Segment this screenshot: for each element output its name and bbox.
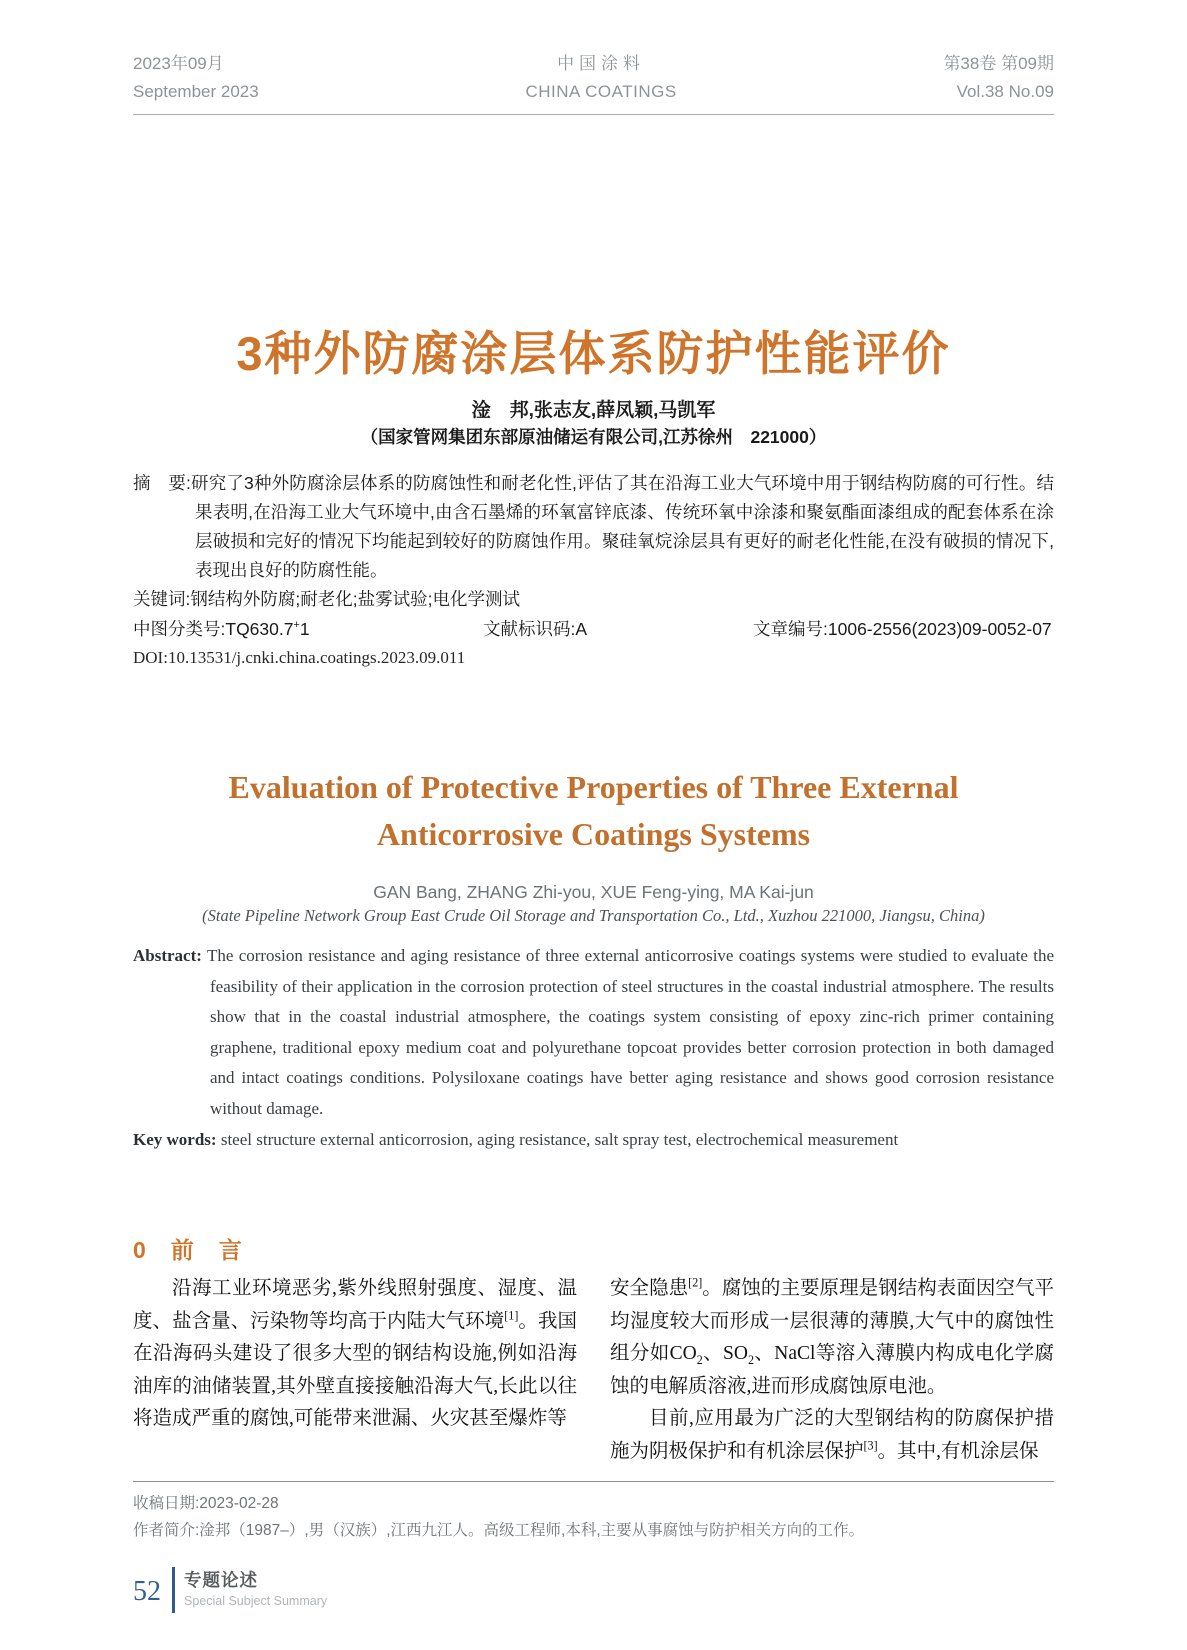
doi: DOI:10.13531/j.cnki.china.coatings.2023.09.011 xyxy=(133,648,466,667)
body-columns xyxy=(133,1235,1054,1468)
page-number: 52 xyxy=(133,1576,161,1607)
footer-column-en: Special Subject Summary xyxy=(184,1594,328,1608)
author-bio: 作者简介:淦邦（1987–）,男（汉族）,江西九江人。高级工程师,本科,主要从事腐蚀与防护相关方向的工作。 xyxy=(133,1522,865,1539)
affiliation-en: (State Pipeline Network Group East Crude Oil Storage and Transportation Co., Ltd., Xuzhou 221000, Jiangsu, China) xyxy=(202,906,985,925)
clc-number: 中图分类号:TQ630.7+1 xyxy=(133,619,310,639)
journal-name xyxy=(525,50,676,106)
body-paragraph: 安全隐患[2]。腐蚀的主要原理是钢结构表面因空气平均湿度较大而形成一层很薄的薄膜,大气中的腐蚀性组分如$CO_2$、$SO_2$、NaCl等溶入薄膜内构成电化学腐蚀的电解质溶液,进而形成腐蚀原电池。 xyxy=(610,1275,1054,1397)
keywords-en-label: Key words: xyxy=(133,1130,217,1149)
footer-column-title xyxy=(175,1567,327,1613)
footnotes xyxy=(133,1490,1054,1544)
journal-name-cn: 中国涂料 xyxy=(557,54,646,73)
article-title-en xyxy=(133,764,1054,858)
journal-date-cn: 2023年09月 xyxy=(133,54,224,73)
section-heading-0: 0 前 言 xyxy=(133,1237,243,1263)
abstract-en xyxy=(133,941,1054,1124)
abstract-cn xyxy=(133,469,1054,585)
received-date: 收稿日期:2023-02-28 xyxy=(133,1495,279,1512)
article-id: 文章编号:1006-2556(2023)09-0052-07 xyxy=(753,619,1052,639)
footnote-divider xyxy=(133,1481,1054,1482)
document-code: 文献标识码:A xyxy=(483,619,588,639)
abstract-cn-text: 研究了3种外防腐涂层体系的防腐蚀性和耐老化性,评估了其在沿海工业大气环境中用于钢结构防腐的可行性。结果表明,在沿海工业大气环境中,由含石墨烯的环氧富锌底漆、传统环氧中涂漆和聚氨酯面漆组成的配套体系在涂层破损和完好的情况下均能起到较好的防腐蚀作用。聚硅氧烷涂层具有更好的耐老化性能,在没有破损的情况下,表现出良好的防腐性能。 xyxy=(190,473,1054,580)
keywords-cn xyxy=(133,585,1054,614)
abstract-en-text: The corrosion resistance and aging resistance of three external anticorrosive coatings systems were studied to evaluate the feasibility of their application in the corrosion protection of steel structures in the coastal industrial atmosphere. The results show that in the coastal industrial atmosphere, the coatings system consisting of epoxy zinc-rich primer containing graphene, traditional epoxy medium coat and polyurethane topcoat provides better corrosion protection in both damaged and intact coatings conditions. Polysiloxane coatings have better aging resistance and shows good corrosion resistance without damage. xyxy=(201,946,1054,1118)
keywords-en-text: steel structure external anticorrosion, aging resistance, salt spray test, electrochemical measurement xyxy=(216,1130,899,1149)
authors-cn: 淦 邦,张志友,薛凤颖,马凯军 xyxy=(471,400,716,421)
keywords-en xyxy=(133,1124,1054,1155)
affiliation-cn: （国家管网集团东部原油储运有限公司,江苏徐州 221000） xyxy=(360,427,827,447)
footer-column-cn: 专题论述 xyxy=(184,1570,258,1590)
keywords-cn-text: 钢结构外防腐;耐老化;盐雾试验;电化学测试 xyxy=(190,589,520,609)
body-paragraph: 沿海工业环境恶劣,紫外线照射强度、湿度、温度、盐含量、污染物等均高于内陆大气环境[1]。我国在沿海码头建设了很多大型的钢结构设施,例如沿海油库的油储装置,其外壁直接接触沿海大气,长此以往将造成严重的腐蚀,可能带来泄漏、火灾甚至爆炸等 xyxy=(133,1278,577,1429)
paper-page xyxy=(0,50,1187,1650)
body-column-right xyxy=(610,1235,1054,1468)
journal-name-en: CHINA COATINGS xyxy=(525,82,677,101)
journal-issue-en: Vol.38 No.09 xyxy=(956,82,1054,101)
body-paragraph: 目前,应用最为广泛的大型钢结构的防腐保护措施为阴极保护和有机涂层保护[3]。其中,有机涂层保 xyxy=(610,1408,1054,1462)
article-title-en-line2: Anticorrosive Coatings Systems xyxy=(376,816,811,852)
classification-row xyxy=(133,617,1054,642)
header-divider xyxy=(133,114,1054,115)
page-footer xyxy=(133,1567,1054,1613)
abstract-en-label: Abstract: xyxy=(133,946,202,965)
clc-number-value: TQ630.7+1 xyxy=(225,619,310,639)
article-title-en-line1: Evaluation of Protective Properties of Three External xyxy=(228,769,959,805)
body-column-left xyxy=(133,1235,577,1468)
journal-issue xyxy=(943,50,1054,106)
keywords-cn-label: 关键词: xyxy=(133,589,191,609)
journal-header xyxy=(133,50,1054,106)
journal-date xyxy=(133,50,259,106)
journal-issue-cn: 第38卷 第09期 xyxy=(943,54,1054,73)
article-title-cn: 3种外防腐涂层体系防护性能评价 xyxy=(236,327,951,380)
authors-en: GAN Bang, ZHANG Zhi-you, XUE Feng-ying, MA Kai-jun xyxy=(373,882,814,902)
journal-date-en: September 2023 xyxy=(133,82,259,101)
abstract-cn-label: 摘 要: xyxy=(133,473,191,493)
